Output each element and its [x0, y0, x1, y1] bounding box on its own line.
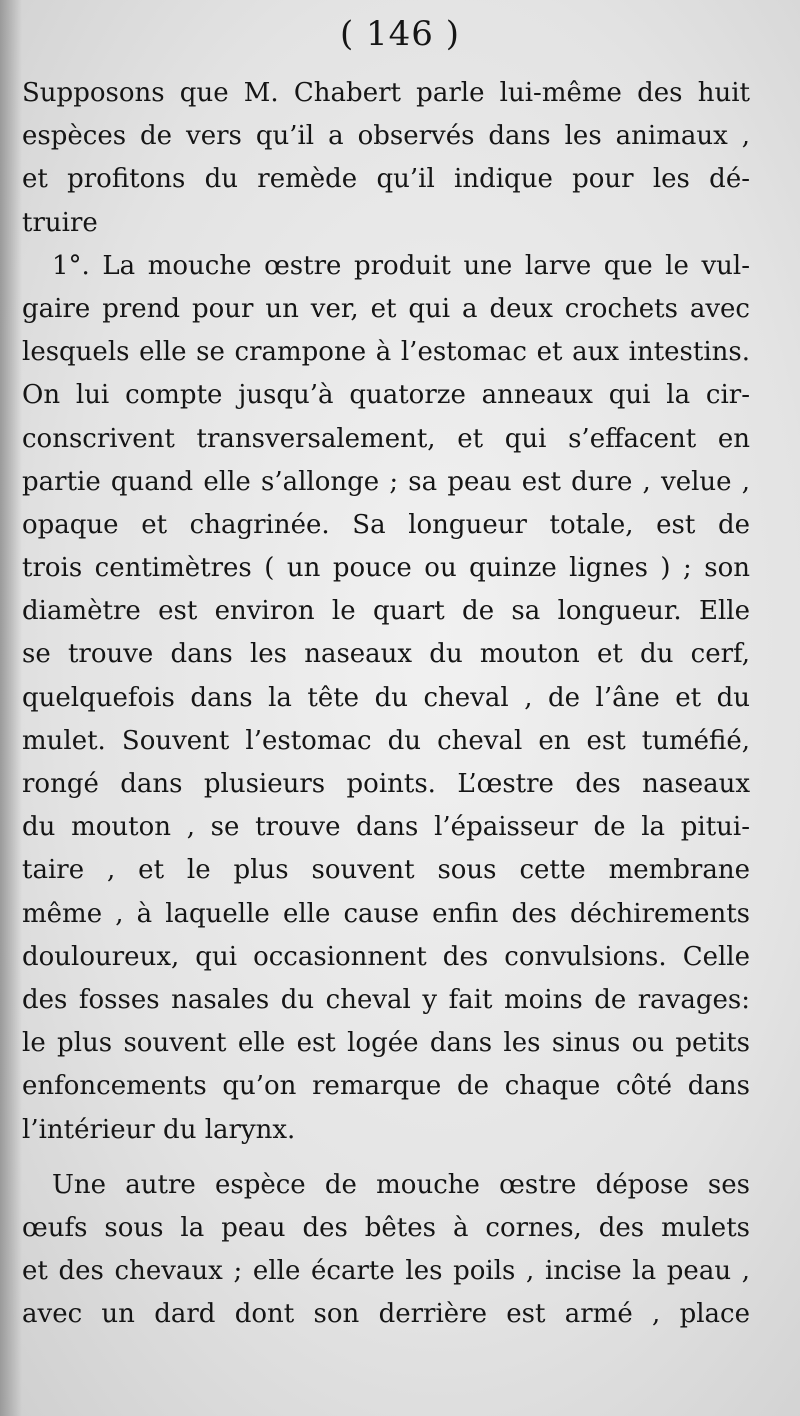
text-line: se trouve dans les naseaux du mouton et du cerf, [22, 639, 750, 670]
text-line: Une autre espèce de mouche œstre dépose ses [52, 1169, 750, 1200]
text-line: partie quand elle s’allonge ; sa peau est dure , velue , [22, 466, 750, 497]
paragraph-gap [22, 1152, 750, 1164]
spine-shadow [0, 0, 22, 1416]
page-number: ( 146 ) [339, 14, 461, 54]
text-line: avec un dard dont son derrière est armé , place [22, 1299, 750, 1330]
text-line: le plus souvent elle est logée dans les sinus ou petits [22, 1028, 750, 1059]
text-line: mulet. Souvent l’estomac du cheval en est tuméfié, [22, 725, 750, 756]
text-line: quelquefois dans la tête du cheval , de l’âne et du [22, 682, 750, 713]
text-line: opaque et chagrinée. Sa longueur totale, est de [22, 509, 750, 540]
text-line: 1°. La mouche œstre produit une larve que le vul- [52, 250, 750, 281]
text-line: douloureux, qui occasionnent des convulsions. Celle [22, 941, 750, 972]
text-line: On lui compte jusqu’à quatorze anneaux qui la cir- [22, 380, 750, 411]
text-line: même , à laquelle elle cause enfin des déchirements [22, 898, 750, 929]
text-line: gaire prend pour un ver, et qui a deux crochets avec [22, 293, 750, 324]
body-text [22, 72, 750, 1336]
text-line: diamètre est environ le quart de sa longueur. Elle [22, 596, 750, 627]
text-line: trois centimètres ( un pouce ou quinze lignes ) ; son [22, 553, 750, 584]
text-line: enfoncements qu’on remarque de chaque côté dans [22, 1071, 750, 1102]
text-line: taire , et le plus souvent sous cette membrane [22, 855, 750, 886]
text-line: espèces de vers qu’il a observés dans les animaux , [22, 121, 750, 152]
text-line: l’intérieur du larynx. [22, 1114, 296, 1145]
text-line: et des chevaux ; elle écarte les poils , incise la peau , [22, 1256, 750, 1287]
text-line: et profitons du remède qu’il indique pour les dé- [22, 164, 750, 195]
text-line: rongé dans plusieurs points. L’œstre des naseaux [22, 769, 750, 799]
text-line: lesquels elle se crampone à l’estomac et aux intestins. [22, 337, 750, 368]
text-line: conscrivent transversalement, et qui s’effacent en [22, 423, 750, 454]
text-line: œufs sous la peau des bêtes à cornes, des mulets [22, 1212, 750, 1243]
text-line: des fosses nasales du cheval y fait moins de ravages: [22, 984, 750, 1015]
text-line: du mouton , se trouve dans l’épaisseur de la pitui- [22, 812, 750, 843]
text-line: truire [22, 207, 98, 238]
text-line: Supposons que M. Chabert parle lui-même des huit [22, 78, 750, 108]
